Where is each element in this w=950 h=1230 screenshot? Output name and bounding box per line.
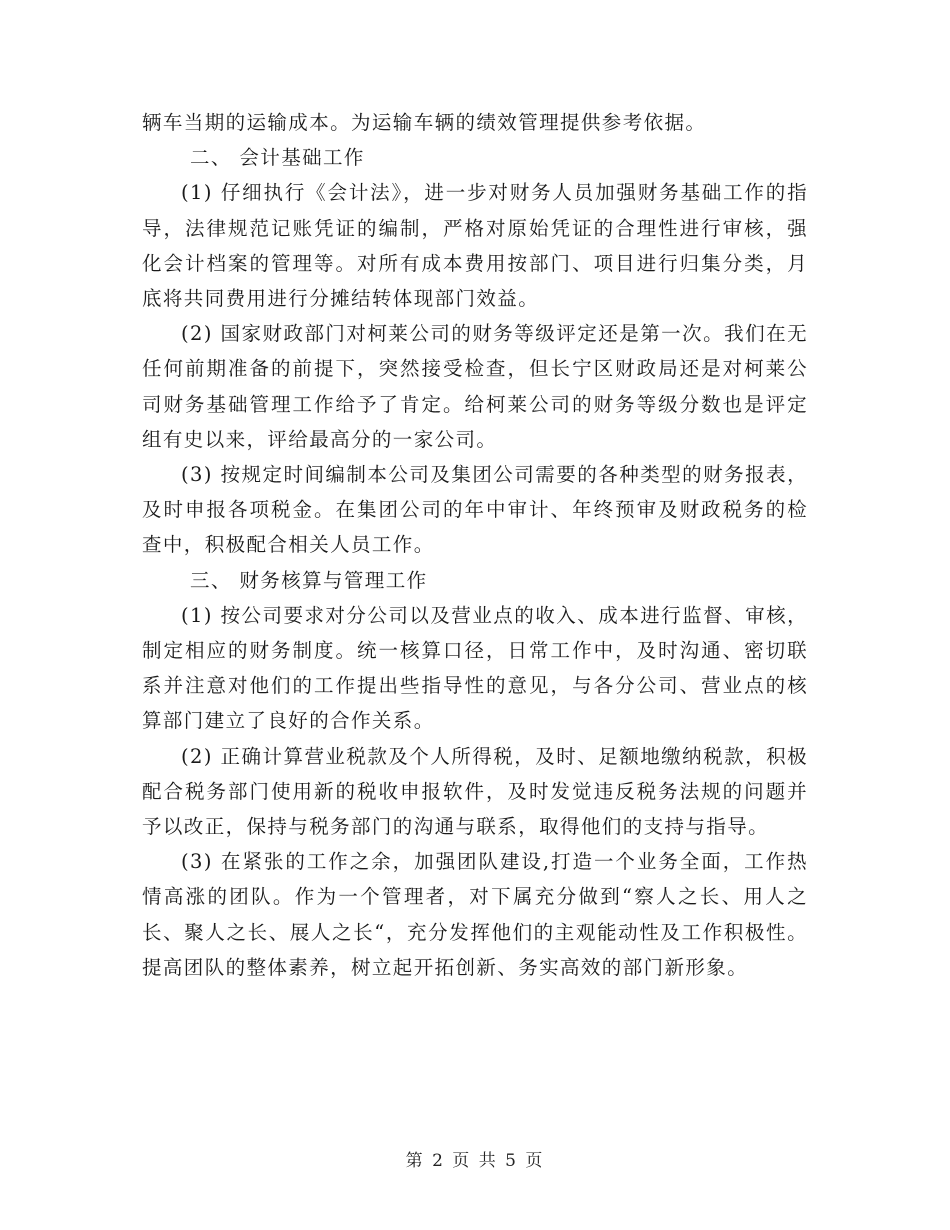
paragraph-accounting-law: (1) 仔细执行《会计法》，进一步对财务人员加强财务基础工作的指导，法律规范记账凭证的编制，严格对原始凭证的合理性进行审核，强化会计档案的管理等。对所有成本费用按部门、项目进行归集分类，月底将共同费用进行分摊结转体现部门效益。 — [142, 181, 808, 311]
paragraph-team-building: (3) 在紧张的工作之余，加强团队建设,打造一个业务全面，工作热情高涨的团队。作为一个管理者，对下属充分做到“察人之长、用人之长、聚人之长、展人之长“，充分发挥他们的主观能动性及工作积极性。提高团队的整体素养，树立起开拓创新、务实高效的部门新形象。 — [142, 850, 808, 979]
section-heading-financial-accounting: 三、 财务核算与管理工作 — [190, 568, 428, 592]
paragraph-financial-reports: (3) 按规定时间编制本公司及集团公司需要的各种类型的财务报表，及时申报各项税金。在集团公司的年中审计、年终预审及财政税务的检查中，积极配合相关人员工作。 — [142, 463, 808, 557]
document-body — [142, 105, 808, 985]
page-number-footer: 第 2 页 共 5 页 — [405, 1151, 545, 1171]
section-heading-accounting-basics: 二、 会计基础工作 — [190, 146, 365, 170]
paragraph-tax-payment: (2) 正确计算营业税款及个人所得税，及时、足额地缴纳税款，积极配合税务部门使用新的税收申报软件，及时发觉违反税务法规的问题并予以改正，保持与税务部门的沟通与联系，取得他们的支持与指导。 — [142, 744, 808, 839]
paragraph-continuation: 辆车当期的运输成本。为运输车辆的绩效管理提供参考依据。 — [142, 111, 707, 134]
paragraph-financial-rating: (2) 国家财政部门对柯莱公司的财务等级评定还是第一次。我们在无任何前期准备的前提下，突然接受检查，但长宁区财政局还是对柯莱公司财务基础管理工作给予了肯定。给柯莱公司的财务等级分数也是评定组有史以来，评给最高分的一家公司。 — [142, 322, 808, 451]
paragraph-branch-supervision: (1) 按公司要求对分公司以及营业点的收入、成本进行监督、审核，制定相应的财务制度。统一核算口径，日常工作中，及时沟通、密切联系并注意对他们的工作提出些指导性的意见，与各分公司、营业点的核算部门建立了良好的合作关系。 — [142, 603, 808, 733]
